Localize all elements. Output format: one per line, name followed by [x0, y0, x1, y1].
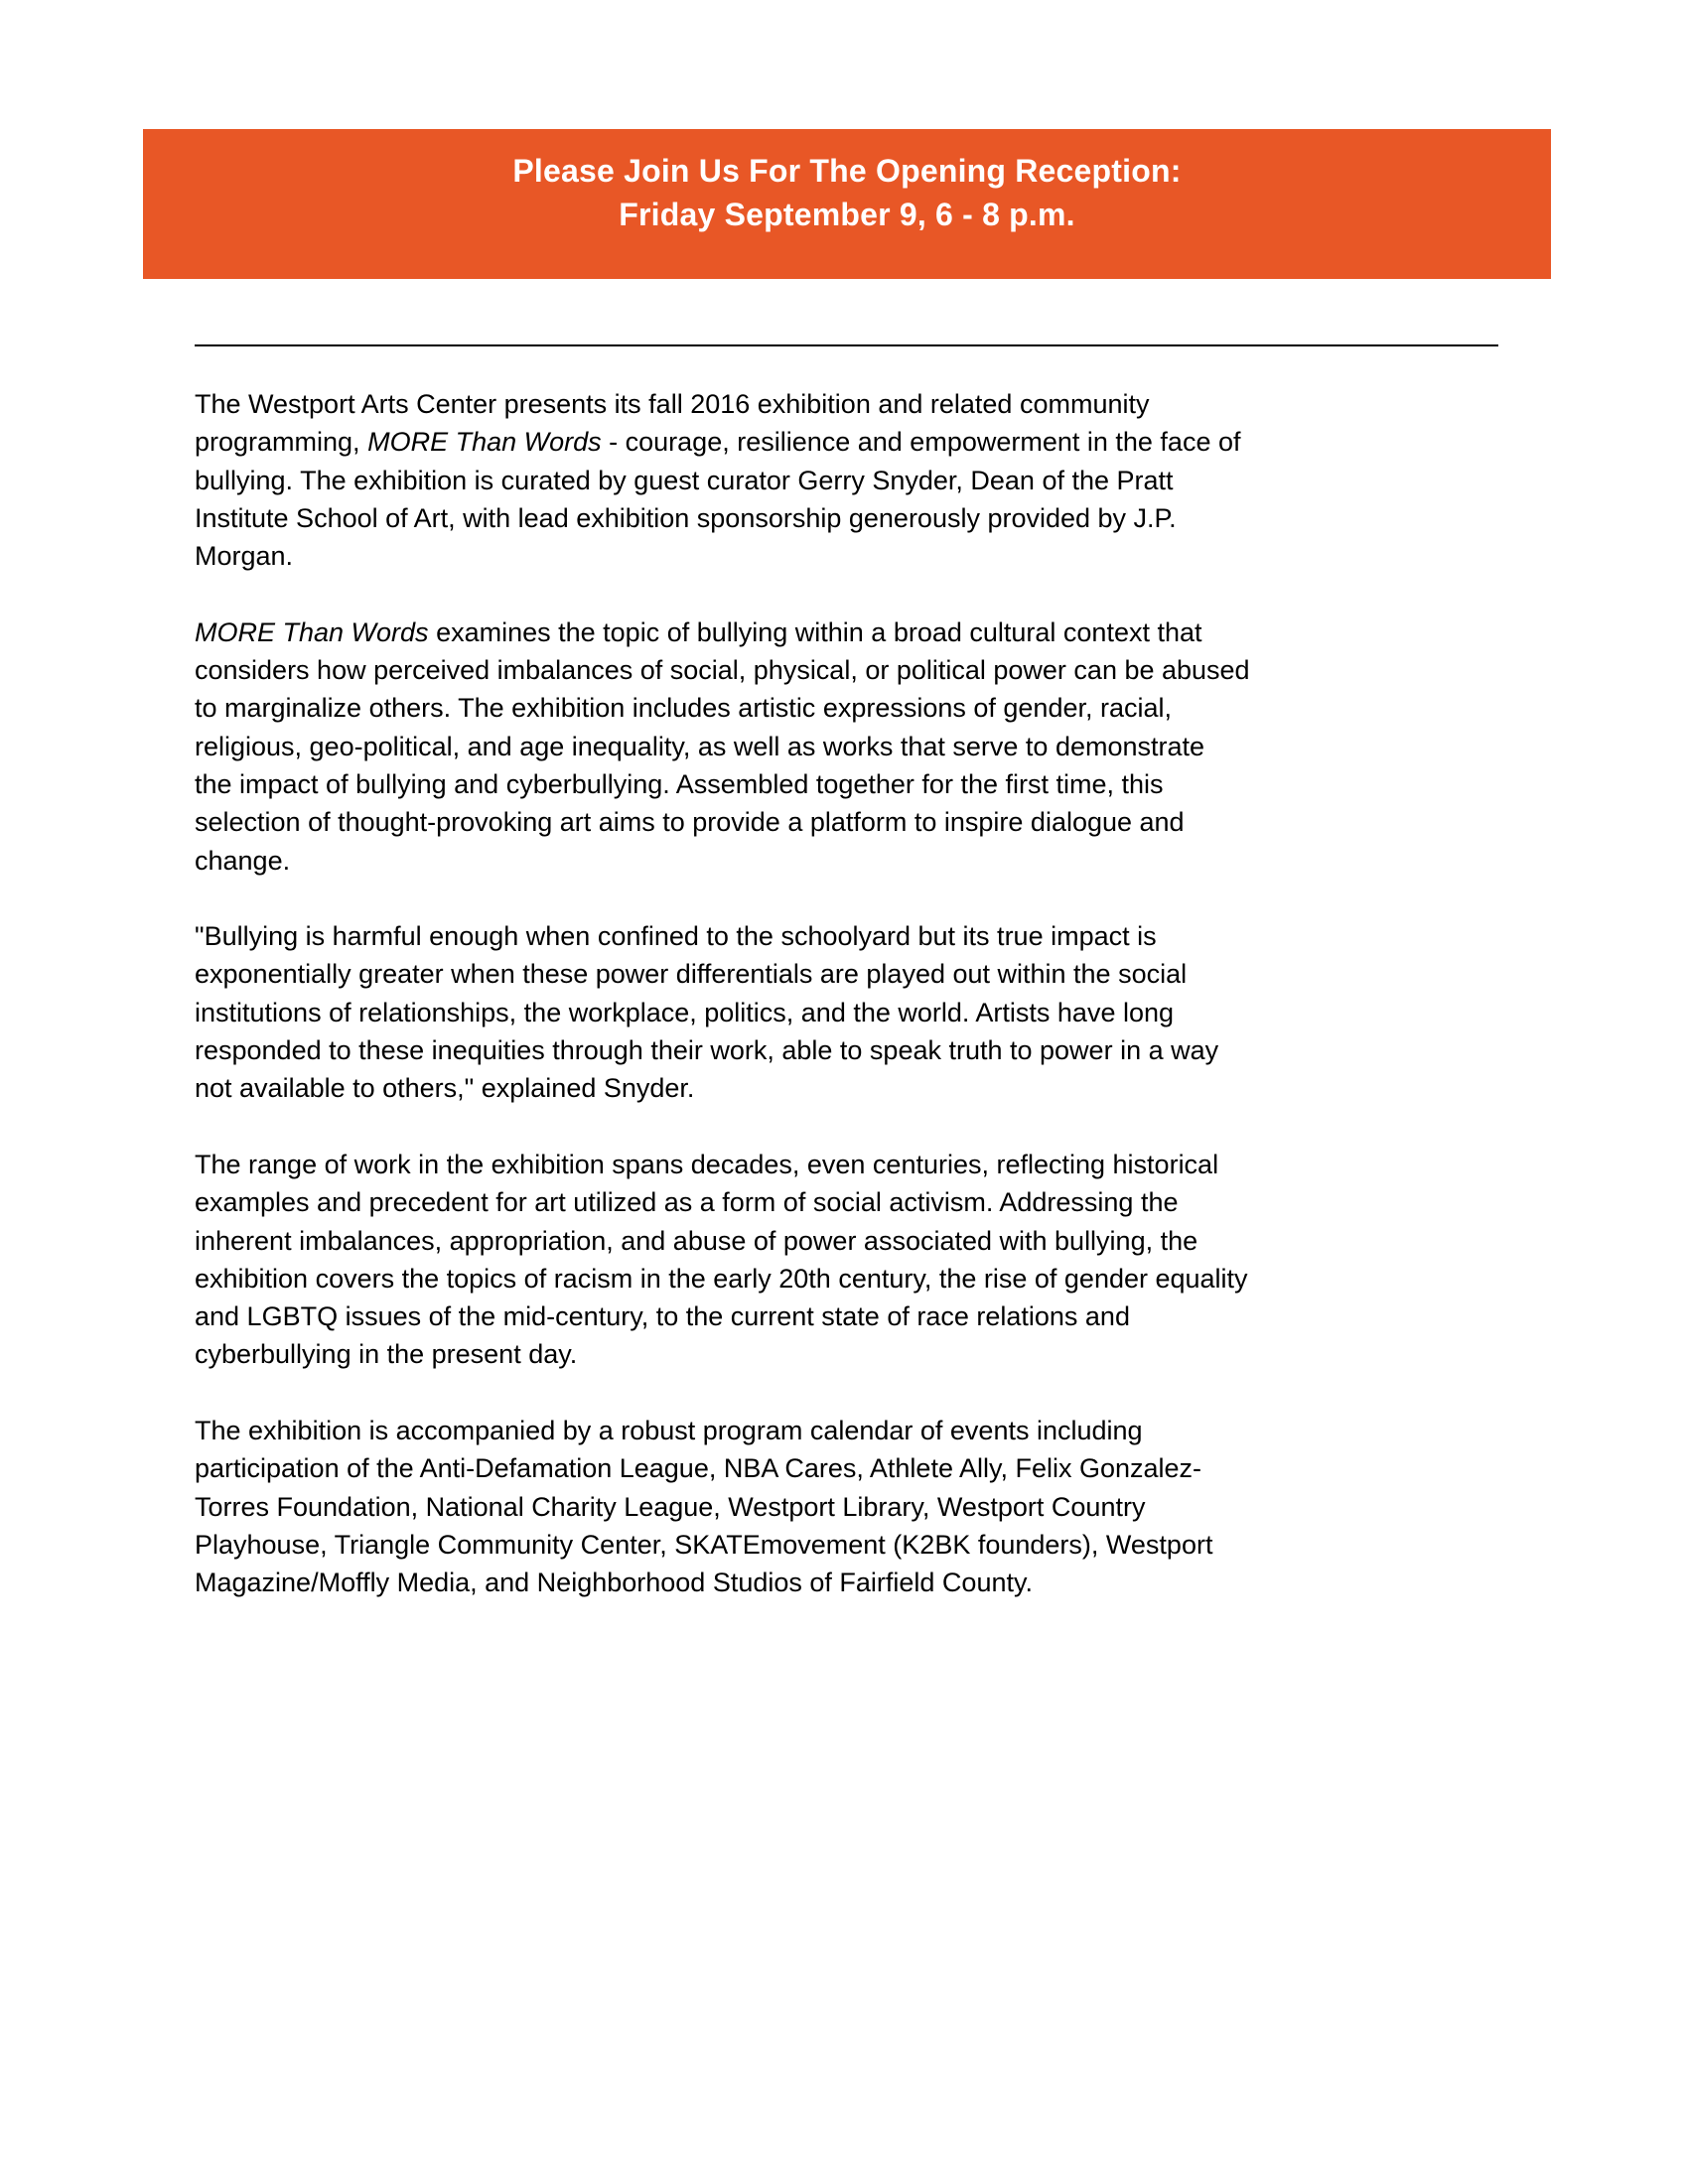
text-segment: participation of the Anti-Defamation League, NBA Cares, Athlete Ally, Felix Gonzalez- — [195, 1453, 1202, 1484]
press-release-body — [195, 385, 1515, 1640]
text-line — [195, 1146, 1515, 1183]
text-line — [195, 842, 1515, 880]
text-segment: to marginalize others. The exhibition includes artistic expressions of gender, racial, — [195, 693, 1173, 724]
text-segment: examines the topic of bullying within a broad cultural context that — [428, 616, 1202, 647]
text-segment: programming, — [195, 427, 368, 458]
text-segment: institutions of relationships, the workplace, politics, and the world. Artists have long — [195, 997, 1175, 1027]
text-line — [195, 1031, 1515, 1069]
text-line — [195, 1260, 1515, 1297]
text-line — [195, 385, 1515, 423]
text-segment: examples and precedent for art utilized as a form of social activism. Addressing the — [195, 1187, 1179, 1218]
text-segment: bullying. The exhibition is curated by guest curator Gerry Snyder, Dean of the Pratt — [195, 465, 1174, 495]
text-segment: exhibition covers the topics of racism in the early 20th century, the rise of gender equality — [195, 1263, 1248, 1294]
text-segment: The range of work in the exhibition spans decades, even centuries, reflecting historical — [195, 1149, 1219, 1179]
text-segment: - courage, resilience and empowerment in the face of — [601, 427, 1241, 458]
text-line — [195, 1183, 1515, 1221]
text-segment: change. — [195, 845, 291, 876]
text-segment: Torres Foundation, National Charity League, Westport Library, Westport Country — [195, 1491, 1146, 1522]
text-segment: considers how perceived imbalances of social, physical, or political power can be abused — [195, 655, 1250, 686]
horizontal-divider — [195, 344, 1498, 346]
text-segment: The Westport Arts Center presents its fall 2016 exhibition and related community — [195, 389, 1150, 419]
text-line — [195, 1526, 1515, 1564]
text-segment: the impact of bullying and cyberbullying. Assembled together for the first time, this — [195, 768, 1164, 799]
text-line — [195, 462, 1515, 499]
text-line — [195, 499, 1515, 537]
text-line — [195, 537, 1515, 575]
text-segment: The exhibition is accompanied by a robust program calendar of events including — [195, 1416, 1143, 1446]
body-paragraph — [195, 1146, 1515, 1374]
text-segment: Morgan. — [195, 541, 294, 572]
text-segment: cyberbullying in the present day. — [195, 1339, 578, 1370]
text-line — [195, 728, 1515, 765]
text-segment: inherent imbalances, appropriation, and abuse of power associated with bullying, the — [195, 1225, 1198, 1256]
text-segment: responded to these inequities through their work, able to speak truth to power in a way — [195, 1035, 1219, 1066]
text-segment: Institute School of Art, with lead exhibition sponsorship generously provided by J.P. — [195, 502, 1177, 533]
text-line — [195, 1069, 1515, 1107]
body-paragraph — [195, 614, 1515, 880]
text-line — [195, 614, 1515, 651]
text-line — [195, 423, 1515, 461]
text-line — [195, 765, 1515, 803]
banner-heading: Please Join Us For The Opening Reception: — [512, 153, 1182, 189]
text-line — [195, 1564, 1515, 1601]
text-segment: "Bullying is harmful enough when confined to the schoolyard but its true impact is — [195, 921, 1157, 952]
text-segment: Magazine/Moffly Media, and Neighborhood Studios of Fairfield County. — [195, 1568, 1033, 1598]
text-segment: exponentially greater when these power differentials are played out within the social — [195, 959, 1188, 990]
text-line — [195, 1335, 1515, 1373]
text-line — [195, 651, 1515, 689]
text-segment: selection of thought-provoking art aims to provide a platform to inspire dialogue and — [195, 807, 1185, 838]
text-line — [195, 689, 1515, 727]
banner-date-time: Friday September 9, 6 - 8 p.m. — [619, 197, 1075, 232]
text-segment: not available to others," explained Snyder. — [195, 1073, 695, 1104]
text-segment: Playhouse, Triangle Community Center, SKATEmovement (K2BK founders), Westport — [195, 1529, 1213, 1560]
text-line — [195, 1412, 1515, 1449]
text-segment: religious, geo-political, and age inequality, as well as works that serve to demonstrate — [195, 731, 1205, 761]
text-line — [195, 1488, 1515, 1526]
text-line — [195, 1297, 1515, 1335]
text-line — [195, 803, 1515, 841]
text-line — [195, 917, 1515, 955]
exhibition-title-italic: MORE Than Words — [195, 616, 429, 647]
text-line — [195, 994, 1515, 1031]
text-line — [195, 1222, 1515, 1260]
body-paragraph — [195, 385, 1515, 575]
text-segment: and LGBTQ issues of the mid-century, to the current state of race relations and — [195, 1301, 1130, 1332]
body-paragraph — [195, 917, 1515, 1107]
body-paragraph — [195, 1412, 1515, 1601]
opening-reception-banner — [143, 129, 1551, 279]
text-line — [195, 1449, 1515, 1487]
exhibition-title-italic: MORE Than Words — [367, 427, 602, 458]
text-line — [195, 955, 1515, 993]
